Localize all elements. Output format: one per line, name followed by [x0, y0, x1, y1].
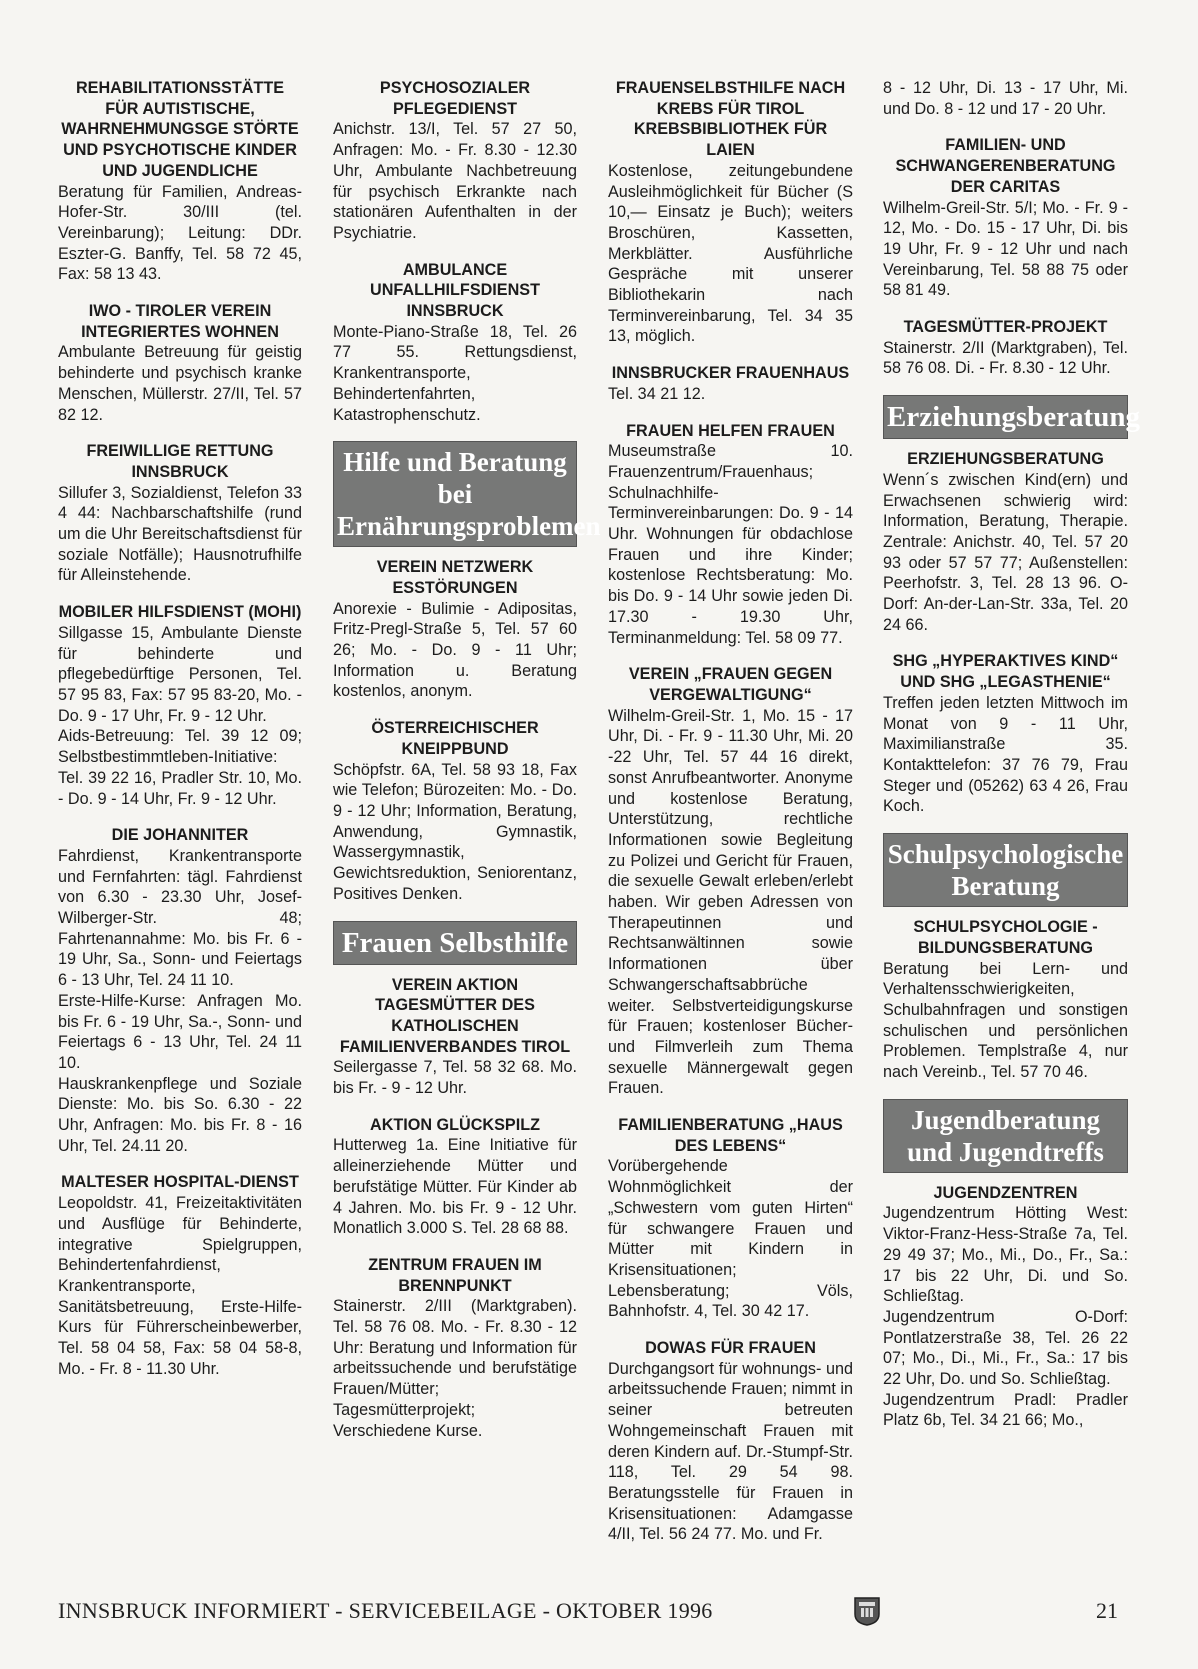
directory-entry: [883, 78, 1128, 119]
entry-text: Wilhelm-Greil-Str. 1, Mo. 15 - 17 Uhr, Di. - Fr. 9 - 11.30 Uhr, Mi. 20 -22 Uhr, Tel. 57 44 16 direkt, sonst Anrufbeantworter. Anonyme und kostenlose Beratung, Unterstützung, rechtliche Informationen sowie Begleitung zu Polizei und Gericht für Frauen, die sexuelle Gewalt erleben/erlebt haben. Wir geben Adressen von Therapeutinnen und Rechtsanwältinnen sowie Informationen über Schwangerschaftsabbrüche weiter. Selbstverteidigungskurse für Frauen; kostenloser Bücher- und Filmverleih zum Thema sexuelle Männergewalt gegen Frauen.: [608, 706, 853, 1098]
directory-entry: [333, 718, 577, 904]
section-header: Hilfe und Beratung bei Ernährungsproblemen: [333, 441, 577, 547]
section-header: Schulpsychologische Beratung: [883, 833, 1128, 907]
entry-text: Monte-Piano-Straße 18, Tel. 26 77 55. Rettungsdienst, Krankentransporte, Behindertenfahrten, Katastrophenschutz.: [333, 322, 577, 424]
footer-title: INNSBRUCK INFORMIERT - SERVICEBEILAGE - OKTOBER 1996: [58, 1598, 713, 1623]
entry-title: VEREIN NETZWERK ESSTÖRUNGEN: [376, 558, 534, 597]
directory-entry: [608, 363, 853, 404]
entry-title: FREIWILLIGE RETTUNG INNSBRUCK: [86, 442, 274, 481]
directory-entry: [58, 78, 302, 285]
entry-text: Anichstr. 13/I, Tel. 57 27 50, Anfragen: Mo. - Fr. 8.30 - 12.30 Uhr, Ambulante Nachbetreuung für psychisch Erkrankte nach stationären Aufenthalten in der Psychiatrie.: [333, 120, 577, 242]
entry-text: Leopoldstr. 41, Freizeitaktivitäten und Ausflüge für Behinderte, integrative Spielgruppen, Behindertenfahrdienst, Krankentransporte, Sanitätsbetreuung, Erste-Hilfe-Kurs für Führerscheinbewerber, Tel. 58 04 58, Fax: 58 04 58-8, Mo. - Fr. 8 - 11.30 Uhr.: [58, 1194, 302, 1378]
entry-text: Beratung bei Lern- und Verhaltensschwierigkeiten, Schulbahnfragen und sonstigen schulischen und persönlichen Problemen. Templstraße 4, nur nach Vereinb., Tel. 57 70 46.: [883, 959, 1128, 1082]
entry-text: Sillgasse 15, Ambulante Dienste für behinderte und pflegebedürftige Personen, Tel. 57 95 83, Fax: 57 95 83-20, Mo. - Do. 9 - 17 Uhr, Fr. 9 - 12 Uhr. Aids-Betreuung: Tel. 39 12 09; Selbstbestimmtleben-Initiative: Tel. 39 22 16, Pradler Str. 10, Mo. - Do. 9 - 14 Uhr, Fr. 9 - 12 Uhr.: [58, 623, 302, 808]
entry-title: VEREIN „FRAUEN GEGEN VERGEWALTIGUNG“: [628, 665, 833, 704]
directory-entry: [58, 1172, 302, 1379]
entry-title: FRAUEN HELFEN FRAUEN: [626, 421, 835, 440]
entry-title: AMBULANCE UNFALLHILFSDIENST INNSBRUCK: [370, 260, 540, 321]
entry-title: SHG „HYPERAKTIVES KIND“ UND SHG „LEGASTHENIE“: [892, 652, 1119, 692]
entry-title: REHABILITATIONSSTÄTTE FÜR AUTISTISCHE, WAHRNEHMUNGSGE STÖRTE UND PSYCHOTISCHE KINDER UND JUGENDLICHE: [61, 79, 299, 180]
entry-title: IWO - TIROLER VEREIN INTEGRIERTES WOHNEN: [81, 302, 279, 341]
entry-text: Stainerstr. 2/III (Marktgraben). Tel. 58 76 08. Mo. - Fr. 8.30 - 12 Uhr: Beratung und Information für arbeitssuchende und berufstätige Frauen/Mütter; Tagesmütterprojekt; Verschiedene Kurse.: [333, 1297, 577, 1440]
directory-entry: [333, 557, 577, 702]
directory-entry: [883, 317, 1128, 379]
directory-entry: [58, 441, 302, 586]
directory-entry: [883, 135, 1128, 301]
entry-text: Tel. 34 21 12.: [608, 384, 706, 403]
directory-entry: [608, 421, 853, 649]
entry-text: Anorexie - Bulimie - Adipositas, Fritz-Pregl-Straße 5, Tel. 57 60 26; Mo. - Do. 9 - 11 Uhr; Information u. Beratung kostenlos, anonym.: [333, 599, 577, 701]
entry-title: FAMILIENBERATUNG „HAUS DES LEBENS“: [618, 1116, 843, 1155]
directory-entry: [608, 1338, 853, 1545]
entry-title: FAMILIEN- UND SCHWANGERENBERATUNG DER CARITAS: [895, 136, 1116, 196]
entry-text: Fahrdienst, Krankentransporte und Fernfahrten: tägl. Fahrdienst von 6.30 - 23.30 Uhr, Josef-Wilberger-Str. 48; Fahrtenannahme: Mo. bis Fr. 6 - 19 Uhr, Sa., Sonn- und Feiertags 6 - 13 Uhr, Tel. 24 11 10. Erste-Hilfe-Kurse: Anfragen Mo. bis Fr. 6 - 19 Uhr, Sa.-, Sonn- und Feiertags 6 - 13 Uhr, Tel. 24 11 10. Hauskrankenpflege und Soziale Dienste: Mo. bis So. 6.30 - 22 Uhr, Anfragen: Mo. bis Fr. 8 - 16 Uhr, Tel. 24.11 20.: [58, 846, 302, 1155]
entry-text: Ambulante Betreuung für geistig behinderte und psychisch kranke Menschen, Müllerstr. 27/II, Tel. 57 82 12.: [58, 343, 302, 424]
column-3: [608, 78, 853, 1561]
entry-title: FRAUENSELBSTHILFE NACH KREBS FÜR TIROL KREBSBIBLIOTHEK FÜR LAIEN: [615, 79, 846, 160]
entry-title: PSYCHOSOZIALER PFLEGEDIENST: [379, 79, 531, 118]
entry-text: Schöpfstr. 6A, Tel. 58 93 18, Fax wie Telefon; Bürozeiten: Mo. - Do. 9 - 12 Uhr; Information, Beratung, Anwendung, Gymnastik, Wassergymnastik, Gewichtsreduktion, Seniorentanz, Positives Denken.: [333, 760, 577, 903]
entry-text: Wilhelm-Greil-Str. 5/I; Mo. - Fr. 9 - 12, Mo. - Do. 15 - 17 Uhr, Di. bis 19 Uhr, Fr. 9 - 12 Uhr und nach Vereinbarung, Tel. 58 88 75 oder 58 81 49.: [883, 198, 1128, 300]
entry-title: MALTESER HOSPITAL-DIENST: [61, 1173, 299, 1192]
directory-entry: [883, 449, 1128, 635]
column-4: [883, 78, 1140, 1447]
directory-entry: [608, 664, 853, 1099]
entry-title: MOBILER HILFSDIENST (MOHI): [58, 603, 302, 622]
entry-text: Jugendzentrum Hötting West: Viktor-Franz-Hess-Straße 7a, Tel. 29 49 37; Mo., Mi., Do., Fr., Sa.: 17 bis 22 Uhr, Di. und So. Schließtag. Jugendzentrum O-Dorf: Pontlatzerstraße 38, Tel. 26 22 07; Mo., Di., Mi., Fr., Sa.: 17 bis 22 Uhr, Do. und So. Schließtag. Jugendzentrum Pradl: Pradler Platz 6b, Tel. 34 21 66; Mo.,: [883, 1204, 1128, 1430]
entry-text: Hutterweg 1a. Eine Initiative für alleinerziehende Mütter und berufstätige Mütter. Für Kinder ab 4 Jahren. Mo. bis Fr. 9 - 12 Uhr. Monatlich 3.000 S. Tel. 28 68 88.: [333, 1136, 577, 1238]
entry-title: DIE JOHANNITER: [111, 826, 249, 845]
entry-text: Seilergasse 7, Tel. 58 32 68. Mo. bis Fr. - 9 - 12 Uhr.: [333, 1058, 577, 1098]
directory-entry: [333, 1115, 577, 1239]
page-number: 21: [1096, 1598, 1118, 1623]
directory-entry: [883, 1183, 1128, 1431]
section-header: Jugendberatung und Jugendtreffs: [883, 1099, 1128, 1173]
directory-entry: [608, 1115, 853, 1322]
entry-title: ÖSTERREICHISCHER KNEIPPBUND: [371, 719, 539, 758]
entry-text: Museumstraße 10. Frauenzentrum/Frauenhaus; Schulnachhilfe-Terminvereinbarungen: Do. 9 - 14 Uhr. Wohnungen für obdachlose Frauen und ihre Kinder; kostenlose Rechtsberatung: Mo. bis Do. 9 - 14 Uhr sowie jeden Di. 17.30 - 19.30 Uhr, Terminanmeldung: Tel. 58 09 77.: [608, 442, 853, 647]
directory-entry: [58, 602, 302, 809]
entry-text: Vorübergehende Wohnmöglichkeit der „Schwestern vom guten Hirten“ für schwangere Frauen und Mütter mit Kindern in Krisensituationen; Lebensberatung; Völs, Bahnhofstr. 4, Tel. 30 42 17.: [608, 1157, 853, 1321]
entry-text: Treffen jeden letzten Mittwoch im Monat von 9 - 11 Uhr, Maximilianstraße 35. Kontakttelefon: 37 76 79, Frau Steger und (05262) 63 4 26, Frau Koch.: [883, 693, 1128, 816]
column-2: [333, 78, 601, 1457]
directory-entry: [333, 78, 577, 244]
directory-entry: [58, 825, 302, 1156]
city-crest-icon: [853, 1596, 881, 1626]
entry-title: DOWAS FÜR FRAUEN: [645, 1339, 816, 1358]
entry-text: Durchgangsort für wohnungs- und arbeitssuchende Frauen; nimmt in seiner betreuten Wohngemeinschaft Frauen mit deren Kindern auf. Dr.-Stumpf-Str. 118, Tel. 29 54 98. Beratungsstelle für Frauen in Krisensituationen: Adamgasse 4/II, Tel. 56 24 77. Mo. und Fr.: [608, 1359, 853, 1544]
column-1: [58, 78, 302, 1395]
page-footer: [58, 1596, 1118, 1630]
entry-text: Sillufer 3, Sozialdienst, Telefon 33 4 44: Nachbarschaftshilfe (rund um die Uhr Bereitschaftsdienst für soziale Notfälle); Hausnotrufhilfe für Alleinstehende.: [58, 483, 302, 585]
entry-title: TAGESMÜTTER-PROJEKT: [903, 318, 1108, 337]
directory-entry: [883, 917, 1128, 1083]
entry-title: ZENTRUM FRAUEN IM BRENNPUNKT: [368, 1255, 542, 1295]
directory-entry: [58, 301, 302, 425]
directory-entry: [883, 651, 1128, 817]
entry-title: SCHULPSYCHOLOGIE - BILDUNGSBERATUNG: [913, 918, 1098, 957]
entry-text: Beratung für Familien, Andreas-Hofer-Str. 30/III (tel. Vereinbarung); Leitung: DDr. Eszter-G. Banffy, Tel. 58 72 45, Fax: 58 13 43.: [58, 182, 302, 284]
directory-entry: [608, 78, 853, 347]
directory-entry: [333, 975, 577, 1099]
entry-text: Stainerstr. 2/II (Marktgraben), Tel. 58 76 08. Di. - Fr. 8.30 - 12 Uhr.: [883, 338, 1128, 378]
entry-title: ERZIEHUNGSBERATUNG: [907, 450, 1104, 469]
entry-text: 8 - 12 Uhr, Di. 13 - 17 Uhr, Mi. und Do. 8 - 12 und 17 - 20 Uhr.: [883, 79, 1128, 118]
entry-title: JUGENDZENTREN: [933, 1183, 1078, 1202]
entry-text: Kostenlose, zeitungebundene Ausleihmöglichkeit für Bücher (S 10,— Einsatz je Buch); weiters Broschüren, Kassetten, Merkblätter. Ausführliche Gespräche mit unserer Bibliothekarin nach Terminvereinbarung, Tel. 34 35 13, möglich.: [608, 161, 853, 346]
directory-entry: [333, 1255, 577, 1441]
directory-entry: [333, 260, 577, 426]
section-header: Erziehungsberatung: [883, 395, 1128, 439]
section-header: Frauen Selbsthilfe: [333, 921, 577, 965]
entry-title: AKTION GLÜCKSPILZ: [370, 1115, 540, 1134]
entry-text: Wenn´s zwischen Kind(ern) und Erwachsenen schwierig wird: Information, Beratung, Therapie. Zentrale: Anichstr. 40, Tel. 57 20 93 oder 57 57 77; Außenstellen: Peerhofstr. 3, Tel. 28 13 96. O-Dorf: An-der-Lan-Str. 33a, Tel. 20 24 66.: [883, 470, 1128, 634]
entry-title: VEREIN AKTION TAGESMÜTTER DES KATHOLISCHEN FAMILIENVERBANDES TIROL: [339, 975, 571, 1056]
entry-title: INNSBRUCKER FRAUENHAUS: [611, 364, 850, 383]
